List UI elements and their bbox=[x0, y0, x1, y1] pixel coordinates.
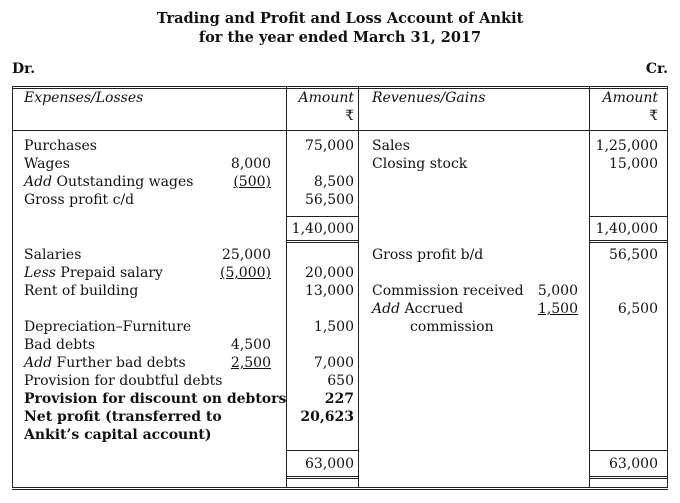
provision-discount-label: Provision for discount on debtors bbox=[24, 391, 287, 407]
net-profit-label-line1: Net profit (transferred to bbox=[24, 409, 222, 425]
credit-label: Cr. bbox=[645, 61, 668, 77]
bad-debts-inner-amount: 4,500 bbox=[230, 337, 271, 353]
closing-stock-amount: 15,000 bbox=[609, 156, 658, 172]
further-bad-debts-label: Add Further bad debts bbox=[24, 355, 186, 371]
sales-label: Sales bbox=[372, 138, 410, 154]
rent-label: Rent of building bbox=[24, 283, 139, 299]
gross-profit-bd-amount: 56,500 bbox=[609, 247, 658, 263]
rent-amount: 13,000 bbox=[305, 283, 354, 299]
provision-doubtful-amount: 650 bbox=[327, 373, 354, 389]
further-bad-debts-inner: 2,500 bbox=[230, 355, 271, 371]
header-currency-right: ₹ bbox=[649, 108, 658, 124]
pl-total-right: 63,000 bbox=[609, 456, 658, 472]
gross-profit-cd-label: Gross profit c/d bbox=[24, 192, 135, 208]
debit-label: Dr. bbox=[12, 61, 36, 77]
header-expenses: Expenses/Losses bbox=[24, 90, 144, 106]
salaries-amount: 20,000 bbox=[305, 265, 354, 281]
sales-amount: 1,25,000 bbox=[595, 138, 658, 154]
net-profit-label-line2: Ankit’s capital account) bbox=[24, 427, 212, 443]
header-amount-right: Amount bbox=[602, 90, 658, 106]
salaries-inner-amount: 25,000 bbox=[222, 247, 271, 263]
prepaid-salary-label: Less Prepaid salary bbox=[24, 265, 163, 281]
outstanding-wages-label: Add Outstanding wages bbox=[24, 174, 194, 190]
commission-received-label: Commission received bbox=[372, 283, 524, 299]
accrued-inner-amount: 1,500 bbox=[537, 301, 578, 317]
commission-inner-amount: 5,000 bbox=[537, 283, 578, 299]
gross-profit-bd-label: Gross profit b/d bbox=[372, 247, 484, 263]
wages-inner-amount: 8,000 bbox=[230, 156, 271, 172]
purchases-label: Purchases bbox=[24, 138, 97, 154]
accrued-label: Add Accrued bbox=[372, 301, 464, 317]
outstanding-wages-inner: (500) bbox=[233, 174, 271, 190]
header-amount-left: Amount bbox=[298, 90, 354, 106]
trading-total-left: 1,40,000 bbox=[291, 221, 354, 237]
wages-amount: 8,500 bbox=[313, 174, 354, 190]
bad-debts-label: Bad debts bbox=[24, 337, 96, 353]
page-subtitle: for the year ended March 31, 2017 bbox=[198, 29, 482, 46]
commission-word: commission bbox=[410, 319, 494, 335]
header-currency-left: ₹ bbox=[345, 108, 354, 124]
depreciation-label: Depreciation–Furniture bbox=[24, 319, 192, 335]
provision-discount-amount: 227 bbox=[324, 391, 354, 407]
bad-debts-amount: 7,000 bbox=[313, 355, 354, 371]
header-revenues: Revenues/Gains bbox=[372, 90, 486, 106]
depreciation-amount: 1,500 bbox=[313, 319, 354, 335]
commission-amount: 6,500 bbox=[617, 301, 658, 317]
salaries-label: Salaries bbox=[24, 247, 82, 263]
pl-total-left: 63,000 bbox=[305, 456, 354, 472]
trading-total-right: 1,40,000 bbox=[595, 221, 658, 237]
wages-label: Wages bbox=[24, 156, 70, 172]
gross-profit-cd-amount: 56,500 bbox=[305, 192, 354, 208]
provision-doubtful-label: Provision for doubtful debts bbox=[24, 373, 223, 389]
prepaid-salary-inner: (5,000) bbox=[219, 265, 271, 281]
purchases-amount: 75,000 bbox=[305, 138, 354, 154]
net-profit-amount: 20,623 bbox=[300, 409, 354, 425]
closing-stock-label: Closing stock bbox=[372, 156, 468, 172]
page-title: Trading and Profit and Loss Account of Ankit bbox=[156, 10, 524, 27]
